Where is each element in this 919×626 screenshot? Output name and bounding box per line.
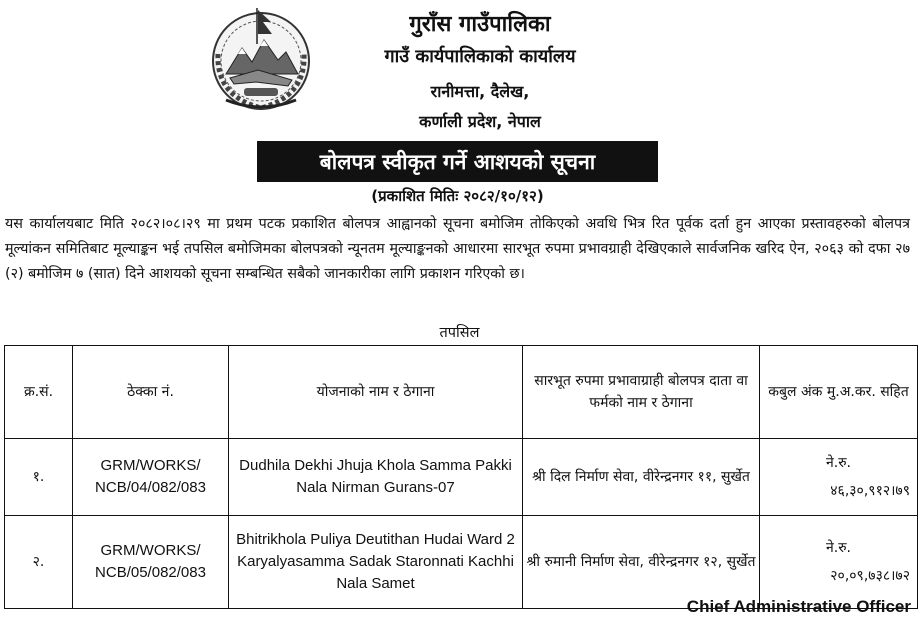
- row-amount-label: ने.रु.: [825, 540, 852, 556]
- col-header-amount: कबुल अंक मु.अ.कर. सहित: [760, 346, 918, 439]
- row-bidder: श्री दिल निर्माण सेवा, वीरेन्द्रनगर ११, सुर्खेत: [523, 439, 760, 516]
- notice-body: यस कार्यालयबाट मिति २०८२।०८।२९ मा प्रथम पटक प्रकाशित बोलपत्र आह्वानको सूचना बमोजिम तोकिएको अवधि भित्र रित पूर्वक दर्ता हुन आएका प्रस्तावहरुको बोलपत्र मूल्यांकन समितिबाट मूल्याङ्कन भई तपसिल बमोजिमका बोलपत्रको न्यूनतम मूल्याङ्कनको आधारमा सारभूत रुपमा प्रभावग्राही देखिएकाले सार्वजनिक खरिद ऐन, २०६३ को दफा २७ (२) बमोजिम ७ (सात) दिने आशयको सूचना सम्बन्धित सबैको जानकारीका लागि प्रकाशन गरिएको छ।: [5, 216, 910, 282]
- published-date: (प्रकाशित मितिः २०८२/१०/१२): [371, 187, 544, 205]
- bid-table: [4, 345, 918, 609]
- row-amount-label: ने.रु.: [825, 455, 852, 471]
- row-bidder: श्री रुमानी निर्माण सेवा, वीरेन्द्रनगर १२, सुर्खेत: [523, 516, 760, 609]
- address-line-2: कर्णाली प्रदेश, नेपाल: [419, 112, 541, 131]
- row-sn: २.: [5, 516, 73, 609]
- row-amount-cell: [760, 516, 918, 609]
- row-amount: ४६,३०,९१२।७९: [830, 483, 910, 499]
- row-amount-cell: [760, 439, 918, 516]
- col-header-project: योजनाको नाम र ठेगाना: [229, 346, 523, 439]
- row-project: Dudhila Dekhi Jhuja Khola Samma Pakki Nala Nirman Gurans-07: [229, 439, 523, 516]
- col-header-bidder: सारभूत रुपमा प्रभावाग्राही बोलपत्र दाता वा फर्मको नाम र ठेगाना: [523, 346, 760, 439]
- signatory: Chief Administrative Officer: [686, 597, 911, 616]
- row-project: Bhitrikhola Puliya Deutithan Hudai Ward 2 Karyalyasamma Sadak Staronnati Kachhi Nala Samet: [229, 516, 523, 609]
- address-line-1: रानीमत्ता, दैलेख,: [430, 82, 530, 101]
- col-header-contract-no: ठेक्का नं.: [73, 346, 229, 439]
- col-header-sn: क्र.सं.: [5, 346, 73, 439]
- office-name: गाउँ कार्यपालिकाको कार्यालय: [384, 46, 576, 67]
- nepal-emblem-icon: [208, 4, 314, 114]
- row-amount: २०,०९,७३८।७२: [830, 568, 910, 584]
- table-row: [5, 516, 918, 609]
- table-row: [5, 439, 918, 516]
- org-name: गुराँस गाउँपालिका: [409, 12, 551, 37]
- notice-title: बोलपत्र स्वीकृत गर्ने आशयको सूचना: [257, 141, 658, 182]
- row-contract-no: GRM/WORKS/ NCB/04/082/083: [73, 439, 229, 516]
- row-contract-no: GRM/WORKS/ NCB/05/082/083: [73, 516, 229, 609]
- schedule-label: तपसिल: [439, 325, 480, 341]
- table-header-row: [5, 346, 918, 439]
- row-sn: १.: [5, 439, 73, 516]
